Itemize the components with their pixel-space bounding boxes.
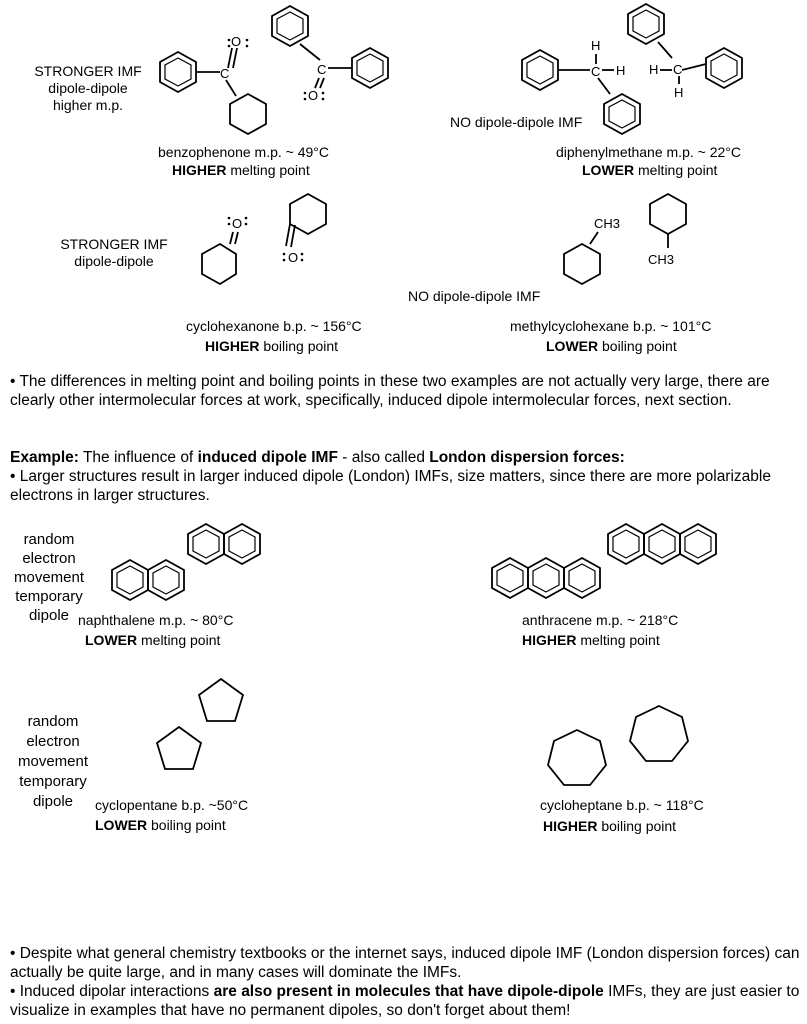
naphthalene-name: naphthalene m.p. ~ 80°C — [78, 612, 234, 628]
naphthalene-structure-2 — [186, 522, 276, 572]
result-rest: boiling point — [147, 817, 226, 833]
diphenylmethane-structure-2 — [620, 0, 760, 100]
cyclopentane-name: cyclopentane b.p. ~50°C — [95, 797, 249, 813]
label-line: electron — [26, 733, 80, 750]
label-line: random — [27, 713, 79, 730]
benzophenone-structure-1 — [150, 30, 270, 145]
label-line: STRONGER IMF — [60, 236, 168, 252]
diphenylmethane-note: NO dipole-dipole IMF — [450, 114, 583, 130]
size-matters-paragraph: • Larger structures result in larger induced dipole (London) IMFs, size matters, since there are more polarizable electrons in larger structures. — [10, 468, 771, 504]
example-text: - also called — [337, 449, 430, 466]
label-line: electron — [22, 550, 76, 567]
methylcyclohexane-note: NO dipole-dipole IMF — [408, 288, 541, 304]
result-bold: HIGHER — [205, 338, 260, 354]
carbon-atom: C — [317, 62, 327, 77]
cycloheptane-structure-1 — [628, 704, 692, 768]
oxygen-atom: O — [308, 88, 319, 103]
result-bold: LOWER — [85, 632, 138, 648]
result-bold: LOWER — [582, 162, 635, 178]
methyl-group: CH3 — [594, 216, 621, 231]
label-line: temporary — [19, 773, 87, 790]
naphthalene-result — [85, 632, 220, 649]
label-line: dipole — [32, 793, 74, 810]
example-text: The influence of — [78, 449, 198, 466]
methylcyclohexane-name: methylcyclohexane b.p. ~ 101°C — [510, 318, 712, 334]
result-bold: HIGHER — [543, 818, 598, 834]
result-rest: melting point — [226, 162, 310, 178]
cyclopentane-structure-2 — [154, 724, 206, 774]
cycloheptane-name: cycloheptane b.p. ~ 118°C — [540, 797, 704, 813]
differences-paragraph: • The differences in melting point and boiling points in these two examples are not actually very large, there are clearly other intermolecular forces at work, specifically, induced dipole intermolecular forces, next section. — [10, 373, 770, 409]
anthracene-name: anthracene m.p. ~ 218°C — [522, 612, 679, 628]
label-line: dipole — [28, 607, 70, 624]
hydrogen-atom: H — [616, 63, 626, 78]
hydrogen-atom: H — [674, 85, 684, 100]
cyclohexanone-structure-1 — [196, 206, 266, 296]
benzophenone-name: benzophenone m.p. ~ 49°C — [158, 144, 330, 160]
cycloheptane-result — [543, 818, 676, 835]
cyclohexanone-result — [205, 338, 338, 355]
methylcyclohexane-result — [546, 338, 677, 355]
anthracene-structure-1 — [490, 556, 610, 606]
result-rest: boiling point — [598, 338, 677, 354]
paragraph-bold: are also present in molecules that have dipole-dipole — [213, 983, 604, 1000]
hydrogen-atom: H — [591, 38, 601, 53]
methylcyclohexane-structure-1 — [556, 212, 626, 292]
cyclohexanone-imf-label — [50, 236, 178, 270]
label-line: dipole-dipole — [74, 253, 154, 269]
result-rest: melting point — [137, 632, 221, 648]
label-line: higher m.p. — [52, 97, 124, 113]
result-bold: HIGHER — [172, 162, 227, 178]
carbon-atom: C — [220, 66, 230, 81]
label-line: STRONGER IMF — [34, 63, 142, 79]
despite-paragraph: • Despite what general chemistry textbooks or the internet says, induced dipole IMF (London dispersion forces) can actually be quite large, and in many cases will dominate the IMFs. — [10, 945, 800, 981]
label-line: movement — [17, 753, 89, 770]
benzophenone-structure-2 — [270, 0, 400, 110]
random-electron-label — [8, 712, 98, 812]
result-rest: melting point — [576, 632, 660, 648]
result-rest: boiling point — [259, 338, 339, 354]
induced-dipolar-paragraph — [10, 982, 800, 1020]
cyclopentane-result — [95, 817, 226, 834]
result-bold: LOWER — [95, 817, 148, 833]
cyclohexanone-structure-2 — [280, 192, 350, 272]
random-electron-label — [4, 530, 94, 625]
benzophenone-imf-label — [28, 63, 148, 114]
cyclopentane-structure-1 — [196, 676, 248, 726]
example-label: Example: — [10, 449, 79, 466]
methylcyclohexane-structure-2 — [640, 192, 710, 272]
diphenylmethane-result — [582, 162, 717, 179]
result-rest: boiling point — [597, 818, 677, 834]
hydrogen-atom: H — [649, 62, 659, 77]
carbon-atom: C — [591, 64, 601, 79]
cycloheptane-structure-2 — [546, 728, 610, 792]
example-bold: induced dipole IMF — [197, 449, 338, 466]
cyclohexanone-name: cyclohexanone b.p. ~ 156°C — [186, 318, 362, 334]
result-bold: HIGHER — [522, 632, 577, 648]
label-line: temporary — [15, 588, 83, 605]
anthracene-structure-2 — [606, 522, 726, 572]
result-rest: melting point — [634, 162, 718, 178]
paragraph-text: • Induced dipolar interactions — [10, 983, 214, 1000]
oxygen-atom: O — [288, 250, 299, 265]
result-bold: LOWER — [546, 338, 599, 354]
label-line: dipole-dipole — [48, 80, 128, 96]
benzophenone-result — [172, 162, 310, 179]
anthracene-result — [522, 632, 660, 649]
oxygen-atom: O — [232, 216, 243, 231]
label-line: movement — [13, 569, 85, 586]
diphenylmethane-name: diphenylmethane m.p. ~ 22°C — [556, 144, 741, 160]
example-heading — [10, 448, 800, 467]
methyl-group: CH3 — [648, 252, 675, 267]
label-line: random — [23, 531, 75, 548]
paragraph-text: IMFs, they are just easier to visualize in examples that have no permanent dipoles, so don't forget about them! — [10, 983, 800, 1019]
oxygen-atom: O — [231, 34, 242, 49]
carbon-atom: C — [673, 62, 683, 77]
example-bold: London dispersion forces: — [429, 449, 625, 466]
